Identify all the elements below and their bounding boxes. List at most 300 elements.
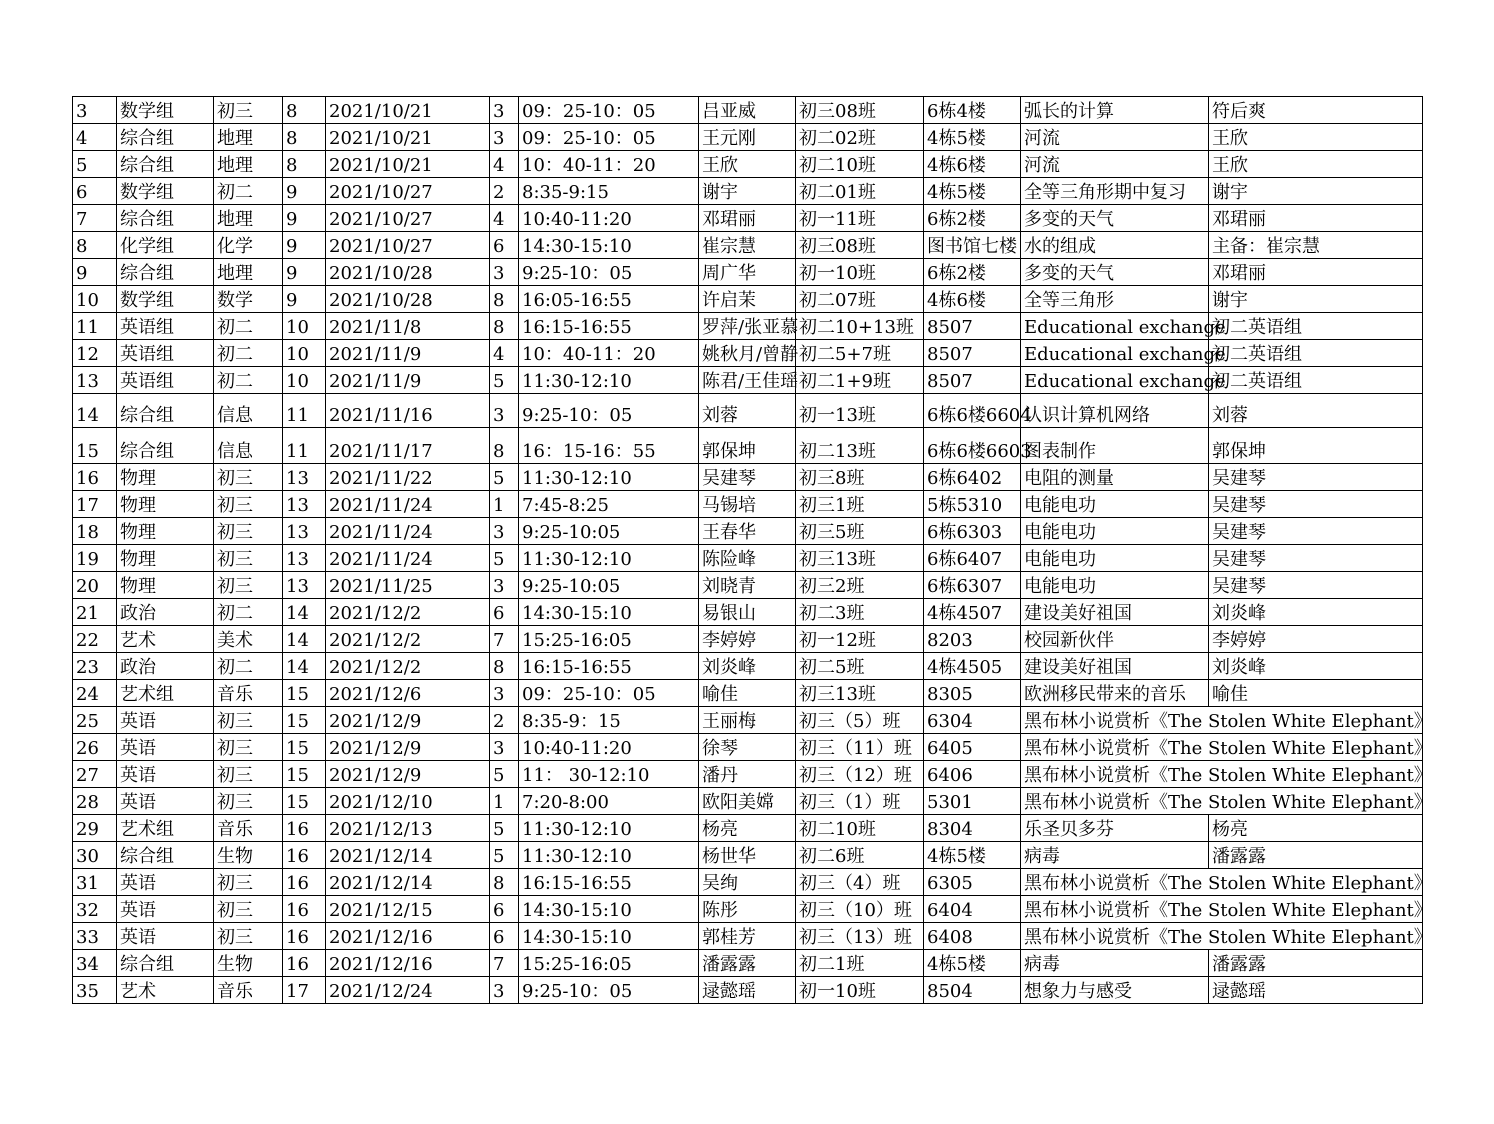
table-row (73, 869, 1423, 896)
cell-class: 初二5班 (796, 653, 924, 680)
cell-week: 13 (283, 572, 326, 599)
cell-class: 初三（12）班 (796, 761, 924, 788)
cell-teacher: 陈彤 (699, 896, 796, 923)
cell-topic: 黑布林小说赏析《The Stolen White Elephant》 (1021, 869, 1423, 896)
table-row (73, 815, 1423, 842)
cell-topic: 病毒 (1021, 842, 1209, 869)
cell-topic: 建设美好祖国 (1021, 599, 1209, 626)
cell-class: 初三8班 (796, 464, 924, 491)
cell-class: 初三（4）班 (796, 869, 924, 896)
cell-class: 初一10班 (796, 977, 924, 1004)
cell-group: 综合组 (117, 259, 214, 286)
cell-location: 图书馆七楼 (924, 232, 1021, 259)
cell-group: 物理 (117, 572, 214, 599)
cell-lead: 刘炎峰 (1209, 599, 1423, 626)
cell-class: 初二1+9班 (796, 367, 924, 394)
cell-date: 2021/12/10 (326, 788, 490, 815)
cell-time: 9:25-10：05 (519, 977, 699, 1004)
cell-class: 初三（10）班 (796, 896, 924, 923)
cell-week: 15 (283, 680, 326, 707)
cell-time: 16:15-16:55 (519, 313, 699, 340)
cell-teacher: 易银山 (699, 599, 796, 626)
cell-teacher: 许启茉 (699, 286, 796, 313)
cell-location: 4栋5楼 (924, 950, 1021, 977)
cell-teacher: 王元刚 (699, 124, 796, 151)
cell-period: 8 (490, 428, 519, 464)
cell-subject: 初三 (214, 761, 283, 788)
cell-time: 11:30-12:10 (519, 842, 699, 869)
cell-group: 政治 (117, 599, 214, 626)
cell-group: 英语 (117, 788, 214, 815)
cell-date: 2021/12/2 (326, 626, 490, 653)
cell-lead: 刘炎峰 (1209, 653, 1423, 680)
cell-group: 英语 (117, 707, 214, 734)
cell-lead: 潘露露 (1209, 842, 1423, 869)
cell-teacher: 王春华 (699, 518, 796, 545)
cell-teacher: 刘蓉 (699, 394, 796, 428)
cell-topic: 黑布林小说赏析《The Stolen White Elephant》 (1021, 788, 1423, 815)
table-row (73, 428, 1423, 464)
cell-topic: 电能电功 (1021, 518, 1209, 545)
cell-class: 初二01班 (796, 178, 924, 205)
cell-topic: 弧长的计算 (1021, 97, 1209, 124)
cell-subject: 初二 (214, 340, 283, 367)
cell-index: 19 (73, 545, 117, 572)
cell-time: 9:25-10：05 (519, 394, 699, 428)
cell-index: 16 (73, 464, 117, 491)
cell-topic: Educational exchange (1021, 340, 1209, 367)
cell-group: 英语组 (117, 340, 214, 367)
table-row (73, 680, 1423, 707)
cell-location: 6栋6407 (924, 545, 1021, 572)
cell-subject: 初三 (214, 518, 283, 545)
cell-date: 2021/12/9 (326, 734, 490, 761)
cell-week: 16 (283, 815, 326, 842)
cell-group: 物理 (117, 545, 214, 572)
cell-week: 14 (283, 626, 326, 653)
cell-week: 9 (283, 178, 326, 205)
cell-week: 13 (283, 464, 326, 491)
cell-period: 4 (490, 151, 519, 178)
cell-lead: 初二英语组 (1209, 340, 1423, 367)
cell-date: 2021/11/9 (326, 340, 490, 367)
cell-lead: 邓珺丽 (1209, 259, 1423, 286)
cell-time: 11： 30-12:10 (519, 761, 699, 788)
cell-topic: 电能电功 (1021, 572, 1209, 599)
cell-date: 2021/12/6 (326, 680, 490, 707)
cell-class: 初二10班 (796, 151, 924, 178)
cell-week: 8 (283, 124, 326, 151)
cell-location: 4栋4505 (924, 653, 1021, 680)
cell-week: 10 (283, 367, 326, 394)
cell-subject: 地理 (214, 124, 283, 151)
cell-subject: 初三 (214, 923, 283, 950)
cell-subject: 初三 (214, 896, 283, 923)
cell-topic: Educational exchange (1021, 313, 1209, 340)
cell-subject: 地理 (214, 205, 283, 232)
cell-subject: 初三 (214, 788, 283, 815)
cell-location: 6408 (924, 923, 1021, 950)
cell-week: 16 (283, 869, 326, 896)
cell-topic: 黑布林小说赏析《The Stolen White Elephant》 (1021, 923, 1423, 950)
cell-lead: 吴建琴 (1209, 518, 1423, 545)
cell-index: 31 (73, 869, 117, 896)
cell-teacher: 刘炎峰 (699, 653, 796, 680)
cell-topic: 电能电功 (1021, 545, 1209, 572)
table-row (73, 313, 1423, 340)
cell-lead: 李婷婷 (1209, 626, 1423, 653)
cell-index: 27 (73, 761, 117, 788)
cell-lead: 谢宇 (1209, 286, 1423, 313)
cell-location: 6栋6303 (924, 518, 1021, 545)
table-row (73, 626, 1423, 653)
table-body (73, 97, 1432, 1004)
cell-week: 16 (283, 896, 326, 923)
cell-index: 3 (73, 97, 117, 124)
cell-week: 14 (283, 599, 326, 626)
cell-location: 4栋5楼 (924, 178, 1021, 205)
cell-index: 17 (73, 491, 117, 518)
cell-group: 数学组 (117, 286, 214, 313)
cell-period: 8 (490, 653, 519, 680)
cell-location: 6406 (924, 761, 1021, 788)
cell-time: 14:30-15:10 (519, 599, 699, 626)
cell-lead: 郭保坤 (1209, 428, 1423, 464)
cell-index: 7 (73, 205, 117, 232)
cell-period: 3 (490, 124, 519, 151)
cell-teacher: 吴绚 (699, 869, 796, 896)
cell-date: 2021/12/9 (326, 707, 490, 734)
cell-period: 5 (490, 815, 519, 842)
cell-period: 3 (490, 734, 519, 761)
cell-location: 8305 (924, 680, 1021, 707)
cell-date: 2021/11/24 (326, 491, 490, 518)
table-row (73, 977, 1423, 1004)
cell-lead: 初二英语组 (1209, 313, 1423, 340)
cell-time: 10:40-11:20 (519, 734, 699, 761)
cell-location: 6404 (924, 896, 1021, 923)
cell-class: 初二3班 (796, 599, 924, 626)
cell-time: 7:20-8:00 (519, 788, 699, 815)
cell-teacher: 陈险峰 (699, 545, 796, 572)
cell-time: 11:30-12:10 (519, 545, 699, 572)
cell-class: 初二07班 (796, 286, 924, 313)
cell-teacher: 王丽梅 (699, 707, 796, 734)
cell-period: 4 (490, 340, 519, 367)
cell-subject: 音乐 (214, 977, 283, 1004)
cell-index: 11 (73, 313, 117, 340)
cell-subject: 地理 (214, 259, 283, 286)
cell-teacher: 罗萍/张亚慕 (699, 313, 796, 340)
cell-topic: 河流 (1021, 151, 1209, 178)
cell-index: 33 (73, 923, 117, 950)
table-row (73, 367, 1423, 394)
cell-subject: 初三 (214, 491, 283, 518)
table-row (73, 340, 1423, 367)
cell-teacher: 姚秋月/曾静 (699, 340, 796, 367)
cell-subject: 生物 (214, 950, 283, 977)
table-row (73, 97, 1423, 124)
cell-time: 16：15-16：55 (519, 428, 699, 464)
cell-period: 3 (490, 977, 519, 1004)
cell-period: 6 (490, 232, 519, 259)
cell-group: 综合组 (117, 124, 214, 151)
cell-period: 3 (490, 259, 519, 286)
cell-subject: 初三 (214, 545, 283, 572)
cell-time: 8:35-9：15 (519, 707, 699, 734)
cell-period: 6 (490, 599, 519, 626)
cell-class: 初三2班 (796, 572, 924, 599)
cell-group: 综合组 (117, 394, 214, 428)
cell-group: 艺术组 (117, 815, 214, 842)
cell-index: 23 (73, 653, 117, 680)
cell-topic: 认识计算机网络 (1021, 394, 1209, 428)
cell-teacher: 徐琴 (699, 734, 796, 761)
cell-index: 30 (73, 842, 117, 869)
cell-teacher: 欧阳美嫦 (699, 788, 796, 815)
cell-class: 初二5+7班 (796, 340, 924, 367)
cell-index: 22 (73, 626, 117, 653)
cell-teacher: 李婷婷 (699, 626, 796, 653)
cell-location: 4栋6楼 (924, 286, 1021, 313)
table-row (73, 653, 1423, 680)
cell-teacher: 郭桂芳 (699, 923, 796, 950)
cell-group: 英语 (117, 896, 214, 923)
cell-group: 综合组 (117, 205, 214, 232)
cell-location: 4栋5楼 (924, 124, 1021, 151)
cell-teacher: 逯懿瑶 (699, 977, 796, 1004)
cell-topic: 电能电功 (1021, 491, 1209, 518)
cell-topic: 病毒 (1021, 950, 1209, 977)
cell-week: 16 (283, 842, 326, 869)
cell-subject: 信息 (214, 428, 283, 464)
table-row (73, 124, 1423, 151)
cell-group: 政治 (117, 653, 214, 680)
cell-week: 15 (283, 707, 326, 734)
cell-class: 初一11班 (796, 205, 924, 232)
cell-period: 8 (490, 869, 519, 896)
cell-topic: 水的组成 (1021, 232, 1209, 259)
cell-time: 9:25-10:05 (519, 572, 699, 599)
cell-class: 初二6班 (796, 842, 924, 869)
cell-date: 2021/11/24 (326, 545, 490, 572)
cell-period: 7 (490, 626, 519, 653)
cell-topic: 欧洲移民带来的音乐 (1021, 680, 1209, 707)
cell-topic: Educational exchange (1021, 367, 1209, 394)
cell-week: 16 (283, 923, 326, 950)
cell-topic: 全等三角形期中复习 (1021, 178, 1209, 205)
cell-index: 14 (73, 394, 117, 428)
cell-date: 2021/10/27 (326, 232, 490, 259)
cell-index: 28 (73, 788, 117, 815)
cell-time: 9:25-10：05 (519, 259, 699, 286)
cell-date: 2021/11/16 (326, 394, 490, 428)
cell-date: 2021/10/21 (326, 124, 490, 151)
cell-date: 2021/11/25 (326, 572, 490, 599)
cell-location: 6405 (924, 734, 1021, 761)
cell-group: 综合组 (117, 151, 214, 178)
cell-week: 10 (283, 313, 326, 340)
cell-time: 11:30-12:10 (519, 367, 699, 394)
cell-index: 35 (73, 977, 117, 1004)
cell-week: 11 (283, 428, 326, 464)
cell-lead: 主备：崔宗慧 (1209, 232, 1423, 259)
cell-period: 4 (490, 205, 519, 232)
cell-teacher: 吴建琴 (699, 464, 796, 491)
cell-group: 化学组 (117, 232, 214, 259)
cell-date: 2021/10/28 (326, 286, 490, 313)
cell-subject: 美术 (214, 626, 283, 653)
cell-date: 2021/12/14 (326, 842, 490, 869)
cell-subject: 数学 (214, 286, 283, 313)
cell-teacher: 郭保坤 (699, 428, 796, 464)
cell-time: 16:05-16:55 (519, 286, 699, 313)
cell-date: 2021/12/16 (326, 950, 490, 977)
cell-period: 5 (490, 842, 519, 869)
cell-period: 5 (490, 761, 519, 788)
cell-week: 16 (283, 950, 326, 977)
cell-period: 2 (490, 178, 519, 205)
cell-lead: 吴建琴 (1209, 545, 1423, 572)
cell-subject: 化学 (214, 232, 283, 259)
cell-period: 6 (490, 896, 519, 923)
cell-subject: 初三 (214, 97, 283, 124)
cell-class: 初三（1）班 (796, 788, 924, 815)
cell-topic: 多变的天气 (1021, 205, 1209, 232)
table-row (73, 842, 1423, 869)
cell-subject: 初三 (214, 734, 283, 761)
cell-week: 15 (283, 761, 326, 788)
cell-index: 34 (73, 950, 117, 977)
cell-lead: 刘蓉 (1209, 394, 1423, 428)
table-row (73, 707, 1423, 734)
cell-class: 初二1班 (796, 950, 924, 977)
cell-teacher: 周广华 (699, 259, 796, 286)
cell-index: 18 (73, 518, 117, 545)
cell-week: 15 (283, 734, 326, 761)
cell-week: 14 (283, 653, 326, 680)
cell-date: 2021/11/24 (326, 518, 490, 545)
table-row (73, 923, 1423, 950)
table-row (73, 286, 1423, 313)
cell-time: 10：40-11：20 (519, 151, 699, 178)
cell-period: 3 (490, 394, 519, 428)
table-row (73, 518, 1423, 545)
cell-index: 15 (73, 428, 117, 464)
cell-period: 3 (490, 572, 519, 599)
cell-time: 11:30-12:10 (519, 464, 699, 491)
cell-teacher: 陈君/王佳瑶 (699, 367, 796, 394)
cell-group: 物理 (117, 464, 214, 491)
cell-week: 9 (283, 259, 326, 286)
cell-period: 6 (490, 923, 519, 950)
cell-period: 3 (490, 518, 519, 545)
cell-period: 1 (490, 788, 519, 815)
cell-index: 6 (73, 178, 117, 205)
cell-date: 2021/10/21 (326, 97, 490, 124)
cell-index: 8 (73, 232, 117, 259)
cell-teacher: 谢宇 (699, 178, 796, 205)
cell-week: 15 (283, 788, 326, 815)
cell-subject: 初二 (214, 367, 283, 394)
cell-index: 13 (73, 367, 117, 394)
cell-location: 6栋6楼6604 (924, 394, 1021, 428)
cell-class: 初二02班 (796, 124, 924, 151)
cell-topic: 多变的天气 (1021, 259, 1209, 286)
cell-teacher: 刘晓青 (699, 572, 796, 599)
cell-class: 初三（5）班 (796, 707, 924, 734)
cell-time: 10：40-11：20 (519, 340, 699, 367)
cell-date: 2021/10/27 (326, 178, 490, 205)
cell-topic: 想象力与感受 (1021, 977, 1209, 1004)
cell-location: 6栋4楼 (924, 97, 1021, 124)
cell-date: 2021/11/8 (326, 313, 490, 340)
cell-date: 2021/12/13 (326, 815, 490, 842)
cell-location: 8504 (924, 977, 1021, 1004)
cell-week: 13 (283, 491, 326, 518)
cell-subject: 信息 (214, 394, 283, 428)
cell-location: 4栋6楼 (924, 151, 1021, 178)
cell-teacher: 潘露露 (699, 950, 796, 977)
cell-lead: 初二英语组 (1209, 367, 1423, 394)
cell-group: 综合组 (117, 950, 214, 977)
cell-time: 09：25-10：05 (519, 680, 699, 707)
cell-subject: 地理 (214, 151, 283, 178)
cell-subject: 初二 (214, 313, 283, 340)
cell-time: 14:30-15:10 (519, 232, 699, 259)
cell-period: 1 (490, 491, 519, 518)
cell-lead: 逯懿瑶 (1209, 977, 1423, 1004)
table-row (73, 232, 1423, 259)
table-row (73, 151, 1423, 178)
cell-group: 综合组 (117, 428, 214, 464)
cell-group: 英语 (117, 761, 214, 788)
cell-date: 2021/12/15 (326, 896, 490, 923)
cell-group: 数学组 (117, 178, 214, 205)
cell-index: 29 (73, 815, 117, 842)
cell-index: 12 (73, 340, 117, 367)
cell-topic: 校园新伙伴 (1021, 626, 1209, 653)
table-row (73, 761, 1423, 788)
cell-location: 8304 (924, 815, 1021, 842)
cell-group: 数学组 (117, 97, 214, 124)
cell-lead: 谢宇 (1209, 178, 1423, 205)
cell-lead: 王欣 (1209, 124, 1423, 151)
cell-period: 8 (490, 286, 519, 313)
cell-index: 25 (73, 707, 117, 734)
cell-period: 8 (490, 313, 519, 340)
cell-time: 14:30-15:10 (519, 923, 699, 950)
cell-location: 6305 (924, 869, 1021, 896)
cell-location: 8507 (924, 340, 1021, 367)
cell-index: 9 (73, 259, 117, 286)
cell-location: 6栋2楼 (924, 205, 1021, 232)
cell-group: 英语组 (117, 367, 214, 394)
cell-class: 初一13班 (796, 394, 924, 428)
cell-class: 初三13班 (796, 680, 924, 707)
cell-location: 4栋4507 (924, 599, 1021, 626)
cell-time: 14:30-15:10 (519, 896, 699, 923)
cell-teacher: 崔宗慧 (699, 232, 796, 259)
cell-time: 09：25-10：05 (519, 97, 699, 124)
cell-topic: 河流 (1021, 124, 1209, 151)
cell-period: 5 (490, 545, 519, 572)
cell-location: 4栋5楼 (924, 842, 1021, 869)
table-row (73, 896, 1423, 923)
table-row (73, 545, 1423, 572)
cell-class: 初三1班 (796, 491, 924, 518)
cell-teacher: 邓珺丽 (699, 205, 796, 232)
